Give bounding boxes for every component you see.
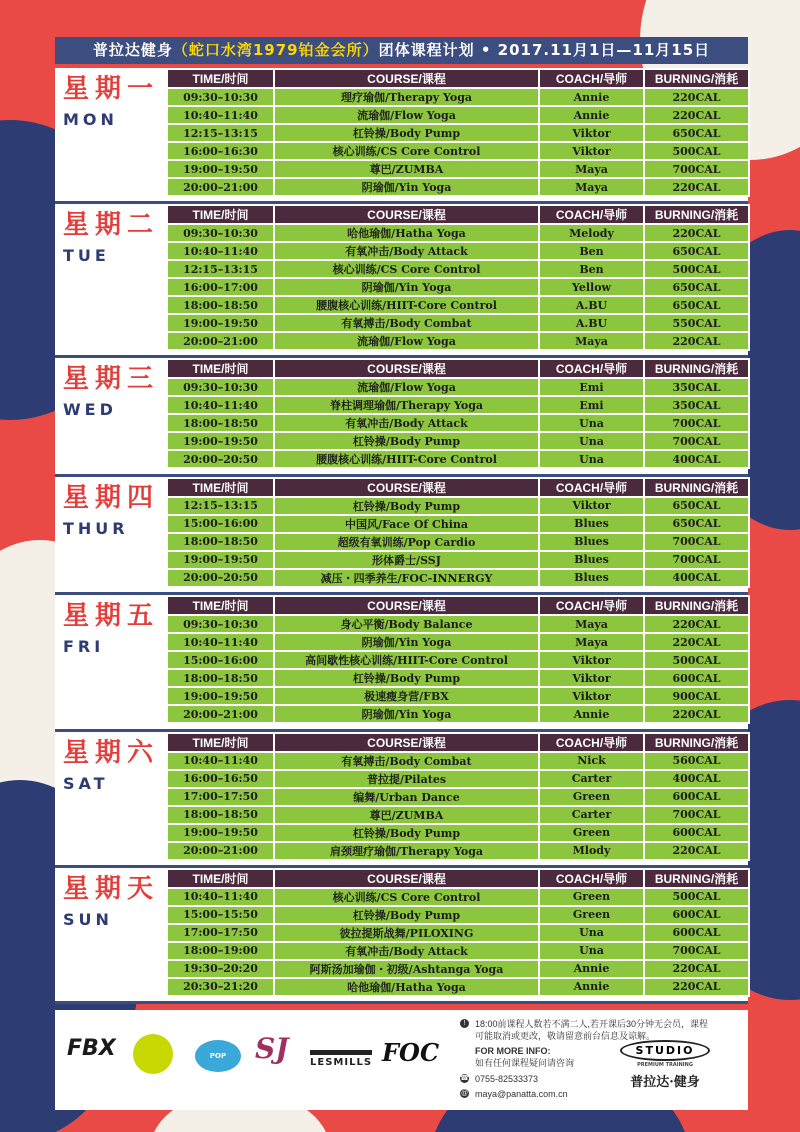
cell-coach: Viktor xyxy=(539,687,644,705)
cell-time: 19:00–19:50 xyxy=(167,314,274,332)
cell-time: 18:00–18:50 xyxy=(167,296,274,314)
cell-coach: Annie xyxy=(539,960,644,978)
cell-coach: Maya xyxy=(539,160,644,178)
cell-coach: Emi xyxy=(539,378,644,396)
cell-course: 尊巴/ZUMBA xyxy=(274,806,539,824)
day-block xyxy=(55,204,748,358)
col-course: COURSE/课程 xyxy=(274,733,539,752)
table-row xyxy=(167,242,749,260)
cell-course: 有氧冲击/Body Attack xyxy=(274,242,539,260)
col-course: COURSE/课程 xyxy=(274,478,539,497)
table-row xyxy=(167,88,749,106)
table-row xyxy=(167,260,749,278)
cell-burning: 650CAL xyxy=(644,278,749,296)
cell-coach: Viktor xyxy=(539,669,644,687)
cell-time: 12:15–13:15 xyxy=(167,124,274,142)
col-burning: BURNING/消耗 xyxy=(644,596,749,615)
cell-coach: Una xyxy=(539,924,644,942)
col-course: COURSE/课程 xyxy=(274,359,539,378)
cell-coach: Maya xyxy=(539,615,644,633)
cell-course: 杠铃操/Body Pump xyxy=(274,124,539,142)
alert-icon: ! xyxy=(460,1019,469,1028)
foc-logo: FOC xyxy=(382,1038,440,1067)
cell-burning: 700CAL xyxy=(644,414,749,432)
cell-course: 中国风/Face Of China xyxy=(274,515,539,533)
cell-time: 19:30–20:20 xyxy=(167,960,274,978)
table-row xyxy=(167,824,749,842)
cell-course: 杠铃操/Body Pump xyxy=(274,497,539,515)
day-name-cn: 星期五 xyxy=(63,601,160,632)
cell-time: 18:00–18:50 xyxy=(167,669,274,687)
cell-course: 彼拉提斯战舞/PILOXING xyxy=(274,924,539,942)
table-header xyxy=(167,359,749,378)
cell-time: 09:30–10:30 xyxy=(167,378,274,396)
cell-coach: A.BU xyxy=(539,296,644,314)
cell-time: 18:00–18:50 xyxy=(167,533,274,551)
cell-time: 19:00–19:50 xyxy=(167,687,274,705)
col-coach: COACH/导师 xyxy=(539,478,644,497)
col-time: TIME/时间 xyxy=(167,596,274,615)
table-row xyxy=(167,332,749,350)
cell-burning: 700CAL xyxy=(644,432,749,450)
cell-burning: 350CAL xyxy=(644,378,749,396)
table-row xyxy=(167,924,749,942)
day-label xyxy=(63,872,173,929)
more-info-sub: 如有任何课程疑问请咨询 xyxy=(475,1058,575,1068)
cell-course: 流瑜伽/Flow Yoga xyxy=(274,378,539,396)
table-row xyxy=(167,224,749,242)
cell-coach: Annie xyxy=(539,705,644,723)
col-course: COURSE/课程 xyxy=(274,869,539,888)
table-row xyxy=(167,533,749,551)
table-header xyxy=(167,733,749,752)
day-label xyxy=(63,599,173,656)
cell-burning: 220CAL xyxy=(644,705,749,723)
cell-course: 杠铃操/Body Pump xyxy=(274,906,539,924)
cell-burning: 400CAL xyxy=(644,450,749,468)
cell-burning: 220CAL xyxy=(644,960,749,978)
cell-coach: Emi xyxy=(539,396,644,414)
cell-time: 20:00–21:00 xyxy=(167,842,274,860)
table-row xyxy=(167,450,749,468)
lesmills-logo: LESMILLS xyxy=(310,1050,372,1068)
table-row xyxy=(167,569,749,587)
title-separator: • xyxy=(480,41,492,59)
cell-course: 流瑜伽/Flow Yoga xyxy=(274,106,539,124)
day-name-cn: 星期天 xyxy=(63,873,160,904)
cell-coach: Green xyxy=(539,888,644,906)
table-header xyxy=(167,869,749,888)
day-block xyxy=(55,732,748,868)
table-row xyxy=(167,551,749,569)
cell-burning: 220CAL xyxy=(644,633,749,651)
table-row xyxy=(167,888,749,906)
cell-time: 16:00–16:30 xyxy=(167,142,274,160)
col-course: COURSE/课程 xyxy=(274,596,539,615)
cell-coach: Mlody xyxy=(539,842,644,860)
table-row xyxy=(167,278,749,296)
day-name-en: SUN xyxy=(63,909,113,929)
studio-logo: STUDIO PREMIUM TRAINING 普拉达·健身 xyxy=(620,1040,710,1090)
day-name-cn: 星期二 xyxy=(63,210,160,241)
sj-logo: SJ xyxy=(255,1032,289,1065)
table-header xyxy=(167,596,749,615)
cell-course: 哈他瑜伽/Hatha Yoga xyxy=(274,224,539,242)
cell-time: 18:00–18:50 xyxy=(167,806,274,824)
day-block xyxy=(55,868,748,1004)
col-burning: BURNING/消耗 xyxy=(644,205,749,224)
col-coach: COACH/导师 xyxy=(539,205,644,224)
cell-burning: 700CAL xyxy=(644,160,749,178)
cell-coach: Una xyxy=(539,414,644,432)
table-row xyxy=(167,432,749,450)
phone-number[interactable]: 0755-82533373 xyxy=(475,1074,539,1084)
notice-row xyxy=(460,1018,745,1042)
schedule-table xyxy=(166,204,750,351)
col-time: TIME/时间 xyxy=(167,69,274,88)
cell-course: 尊巴/ZUMBA xyxy=(274,160,539,178)
cell-burning: 220CAL xyxy=(644,615,749,633)
cell-time: 12:15–13:15 xyxy=(167,260,274,278)
day-name-en: WED xyxy=(63,400,117,420)
cell-coach: Green xyxy=(539,788,644,806)
cell-coach: Viktor xyxy=(539,142,644,160)
cell-course: 形体爵士/SSJ xyxy=(274,551,539,569)
day-block xyxy=(55,68,748,204)
day-block xyxy=(55,358,748,477)
footer xyxy=(55,1010,748,1110)
cell-course: 核心训练/CS Core Control xyxy=(274,888,539,906)
cell-burning: 650CAL xyxy=(644,242,749,260)
col-coach: COACH/导师 xyxy=(539,359,644,378)
cell-course: 理疗瑜伽/Therapy Yoga xyxy=(274,88,539,106)
cell-coach: Annie xyxy=(539,88,644,106)
col-burning: BURNING/消耗 xyxy=(644,478,749,497)
day-name-en: THUR xyxy=(63,518,129,538)
cell-coach: Annie xyxy=(539,106,644,124)
cell-time: 19:00–19:50 xyxy=(167,824,274,842)
cell-course: 核心训练/CS Core Control xyxy=(274,260,539,278)
cell-coach: Viktor xyxy=(539,497,644,515)
cell-coach: Melody xyxy=(539,224,644,242)
col-coach: COACH/导师 xyxy=(539,869,644,888)
schedule-table xyxy=(166,68,750,197)
cell-time: 19:00–19:50 xyxy=(167,551,274,569)
col-coach: COACH/导师 xyxy=(539,69,644,88)
cell-time: 20:00–21:00 xyxy=(167,705,274,723)
cell-course: 流瑜伽/Flow Yoga xyxy=(274,332,539,350)
pop-cardio-logo: POP CARDIO xyxy=(195,1040,241,1072)
cell-burning: 600CAL xyxy=(644,924,749,942)
cell-time: 20:30–21:20 xyxy=(167,978,274,996)
cell-time: 16:00–17:00 xyxy=(167,278,274,296)
phone-icon: ☎ xyxy=(460,1075,469,1082)
cell-burning: 600CAL xyxy=(644,788,749,806)
cell-coach: Carter xyxy=(539,770,644,788)
table-row xyxy=(167,142,749,160)
table-row xyxy=(167,633,749,651)
table-row xyxy=(167,314,749,332)
table-row xyxy=(167,296,749,314)
cell-burning: 650CAL xyxy=(644,124,749,142)
day-name-en: TUE xyxy=(63,246,110,266)
cell-course: 杠铃操/Body Pump xyxy=(274,432,539,450)
cell-course: 阴瑜伽/Yin Yoga xyxy=(274,278,539,296)
cell-time: 10:40–11:40 xyxy=(167,633,274,651)
cell-burning: 220CAL xyxy=(644,106,749,124)
email-icon: @ xyxy=(460,1090,469,1097)
day-label xyxy=(63,736,173,793)
col-burning: BURNING/消耗 xyxy=(644,733,749,752)
day-name-cn: 星期一 xyxy=(63,74,160,104)
cell-coach: Blues xyxy=(539,551,644,569)
col-coach: COACH/导师 xyxy=(539,733,644,752)
email-address[interactable]: maya@panatta.com.cn xyxy=(475,1089,568,1099)
cell-time: 19:00–19:50 xyxy=(167,432,274,450)
cell-course: 肩颈理疗瑜伽/Therapy Yoga xyxy=(274,842,539,860)
col-burning: BURNING/消耗 xyxy=(644,359,749,378)
table-row xyxy=(167,960,749,978)
cell-burning: 500CAL xyxy=(644,888,749,906)
cell-course: 阴瑜伽/Yin Yoga xyxy=(274,178,539,196)
cell-course: 减压・四季养生/FOC-INNERGY xyxy=(274,569,539,587)
cell-course: 杠铃操/Body Pump xyxy=(274,824,539,842)
schedule-table xyxy=(166,358,750,469)
col-course: COURSE/课程 xyxy=(274,205,539,224)
cell-burning: 600CAL xyxy=(644,906,749,924)
cell-course: 身心平衡/Body Balance xyxy=(274,615,539,633)
day-name-en: FRI xyxy=(63,637,105,657)
cell-course: 有氧搏击/Body Combat xyxy=(274,752,539,770)
table-row xyxy=(167,160,749,178)
col-time: TIME/时间 xyxy=(167,205,274,224)
table-row xyxy=(167,788,749,806)
schedule-table xyxy=(166,595,750,724)
cell-course: 编舞/Urban Dance xyxy=(274,788,539,806)
title-venue: （蛇口水湾1979铂金会所） xyxy=(172,41,379,59)
cell-burning: 650CAL xyxy=(644,515,749,533)
col-coach: COACH/导师 xyxy=(539,596,644,615)
col-burning: BURNING/消耗 xyxy=(644,869,749,888)
col-time: TIME/时间 xyxy=(167,869,274,888)
cell-course: 核心训练/CS Core Control xyxy=(274,142,539,160)
cell-coach: Maya xyxy=(539,178,644,196)
day-block xyxy=(55,477,748,596)
cell-coach: Carter xyxy=(539,806,644,824)
cell-time: 16:00–16:50 xyxy=(167,770,274,788)
table-row xyxy=(167,414,749,432)
cell-burning: 220CAL xyxy=(644,224,749,242)
cell-burning: 700CAL xyxy=(644,551,749,569)
cell-time: 20:00–20:50 xyxy=(167,450,274,468)
table-row xyxy=(167,178,749,196)
table-header xyxy=(167,205,749,224)
cell-coach: Maya xyxy=(539,633,644,651)
cell-time: 20:00–21:00 xyxy=(167,332,274,350)
cell-time: 12:15–13:15 xyxy=(167,497,274,515)
cell-burning: 350CAL xyxy=(644,396,749,414)
zumba-logo xyxy=(133,1034,173,1074)
cell-burning: 650CAL xyxy=(644,497,749,515)
title-plan: 团体课程计划 xyxy=(378,41,475,59)
cell-time: 09:30–10:30 xyxy=(167,224,274,242)
cell-course: 极速瘦身营/FBX xyxy=(274,687,539,705)
cell-burning: 700CAL xyxy=(644,942,749,960)
fbx-logo: FBX xyxy=(67,1036,116,1061)
cell-time: 10:40–11:40 xyxy=(167,106,274,124)
cell-course: 腰腹核心训练/HIIT-Core Control xyxy=(274,296,539,314)
cell-coach: Una xyxy=(539,450,644,468)
cell-burning: 220CAL xyxy=(644,88,749,106)
schedule-table xyxy=(166,477,750,588)
day-label xyxy=(63,481,173,538)
notice-text: 18:00前课程人数若不满二人,若开课后30分钟无会员，课程可能取消或更改，敬请留意前台信息及谅解。 xyxy=(475,1019,709,1041)
cell-time: 20:00–21:00 xyxy=(167,178,274,196)
table-row xyxy=(167,806,749,824)
cell-coach: Blues xyxy=(539,515,644,533)
cell-course: 高间歇性核心训练/HIIT-Core Control xyxy=(274,651,539,669)
cell-course: 腰腹核心训练/HIIT-Core Control xyxy=(274,450,539,468)
cell-burning: 560CAL xyxy=(644,752,749,770)
cell-coach: A.BU xyxy=(539,314,644,332)
cell-coach: Yellow xyxy=(539,278,644,296)
cell-burning: 500CAL xyxy=(644,260,749,278)
cell-coach: Nick xyxy=(539,752,644,770)
table-row xyxy=(167,124,749,142)
cell-burning: 220CAL xyxy=(644,842,749,860)
col-time: TIME/时间 xyxy=(167,478,274,497)
cell-burning: 400CAL xyxy=(644,770,749,788)
cell-burning: 600CAL xyxy=(644,824,749,842)
cell-time: 19:00–19:50 xyxy=(167,160,274,178)
table-header xyxy=(167,478,749,497)
cell-time: 15:00–16:00 xyxy=(167,651,274,669)
cell-coach: Annie xyxy=(539,978,644,996)
title-brand: 普拉达健身 xyxy=(92,41,173,59)
cell-coach: Ben xyxy=(539,242,644,260)
day-name-cn: 星期六 xyxy=(63,737,160,768)
table-row xyxy=(167,770,749,788)
cell-burning: 650CAL xyxy=(644,296,749,314)
table-row xyxy=(167,669,749,687)
cell-coach: Green xyxy=(539,824,644,842)
col-burning: BURNING/消耗 xyxy=(644,69,749,88)
cell-course: 超级有氧训练/Pop Cardio xyxy=(274,533,539,551)
cell-time: 17:00–17:50 xyxy=(167,788,274,806)
cell-course: 阴瑜伽/Yin Yoga xyxy=(274,633,539,651)
table-row xyxy=(167,615,749,633)
cell-time: 09:30–10:30 xyxy=(167,615,274,633)
cell-burning: 500CAL xyxy=(644,651,749,669)
schedule xyxy=(55,68,748,1004)
table-row xyxy=(167,106,749,124)
cell-time: 15:00–15:50 xyxy=(167,906,274,924)
cell-time: 18:00–18:50 xyxy=(167,414,274,432)
day-label xyxy=(63,208,173,265)
cell-burning: 550CAL xyxy=(644,314,749,332)
table-row xyxy=(167,396,749,414)
cell-coach: Una xyxy=(539,942,644,960)
more-info-title: FOR MORE INFO: xyxy=(475,1046,551,1056)
cell-course: 脊柱调理瑜伽/Therapy Yoga xyxy=(274,396,539,414)
schedule-table xyxy=(166,732,750,861)
day-name-cn: 星期四 xyxy=(63,482,160,513)
day-name-en: SAT xyxy=(63,773,109,793)
cell-burning: 900CAL xyxy=(644,687,749,705)
table-row xyxy=(167,378,749,396)
schedule-table xyxy=(166,868,750,997)
cell-burning: 220CAL xyxy=(644,978,749,996)
table-row xyxy=(167,752,749,770)
day-block xyxy=(55,595,748,731)
table-row xyxy=(167,515,749,533)
cell-course: 有氧冲击/Body Attack xyxy=(274,942,539,960)
cell-course: 阿斯汤加瑜伽・初级/Ashtanga Yoga xyxy=(274,960,539,978)
cell-burning: 700CAL xyxy=(644,806,749,824)
table-row xyxy=(167,906,749,924)
cell-coach: Una xyxy=(539,432,644,450)
col-course: COURSE/课程 xyxy=(274,69,539,88)
cell-course: 哈他瑜伽/Hatha Yoga xyxy=(274,978,539,996)
table-row xyxy=(167,978,749,996)
cell-time: 10:40–11:40 xyxy=(167,888,274,906)
day-label xyxy=(63,362,173,419)
cell-burning: 220CAL xyxy=(644,332,749,350)
cell-time: 18:00–19:00 xyxy=(167,942,274,960)
table-row xyxy=(167,497,749,515)
cell-burning: 700CAL xyxy=(644,533,749,551)
cell-time: 15:00–16:00 xyxy=(167,515,274,533)
table-row xyxy=(167,942,749,960)
cell-coach: Viktor xyxy=(539,651,644,669)
cell-coach: Green xyxy=(539,906,644,924)
table-row xyxy=(167,705,749,723)
cell-burning: 600CAL xyxy=(644,669,749,687)
table-row xyxy=(167,842,749,860)
cell-course: 杠铃操/Body Pump xyxy=(274,669,539,687)
cell-coach: Maya xyxy=(539,332,644,350)
cell-time: 10:40–11:40 xyxy=(167,242,274,260)
page-title xyxy=(55,37,748,64)
cell-time: 20:00–20:50 xyxy=(167,569,274,587)
cell-time: 17:00–17:50 xyxy=(167,924,274,942)
cell-coach: Ben xyxy=(539,260,644,278)
cell-burning: 400CAL xyxy=(644,569,749,587)
table-row xyxy=(167,651,749,669)
cell-course: 有氧搏击/Body Combat xyxy=(274,314,539,332)
title-dates: 2017.11月1日—11月15日 xyxy=(497,41,711,59)
day-name-en: MON xyxy=(63,110,118,129)
cell-course: 普拉提/Pilates xyxy=(274,770,539,788)
table-row xyxy=(167,687,749,705)
day-label xyxy=(63,72,173,129)
cell-burning: 500CAL xyxy=(644,142,749,160)
cell-burning: 220CAL xyxy=(644,178,749,196)
cell-time: 10:40–11:40 xyxy=(167,752,274,770)
day-name-cn: 星期三 xyxy=(63,364,160,395)
cell-coach: Blues xyxy=(539,533,644,551)
cell-time: 10:40–11:40 xyxy=(167,396,274,414)
col-time: TIME/时间 xyxy=(167,733,274,752)
cell-coach: Blues xyxy=(539,569,644,587)
table-header xyxy=(167,69,749,88)
cell-course: 有氧冲击/Body Attack xyxy=(274,414,539,432)
cell-time: 09:30–10:30 xyxy=(167,88,274,106)
cell-coach: Viktor xyxy=(539,124,644,142)
col-time: TIME/时间 xyxy=(167,359,274,378)
cell-course: 阴瑜伽/Yin Yoga xyxy=(274,705,539,723)
